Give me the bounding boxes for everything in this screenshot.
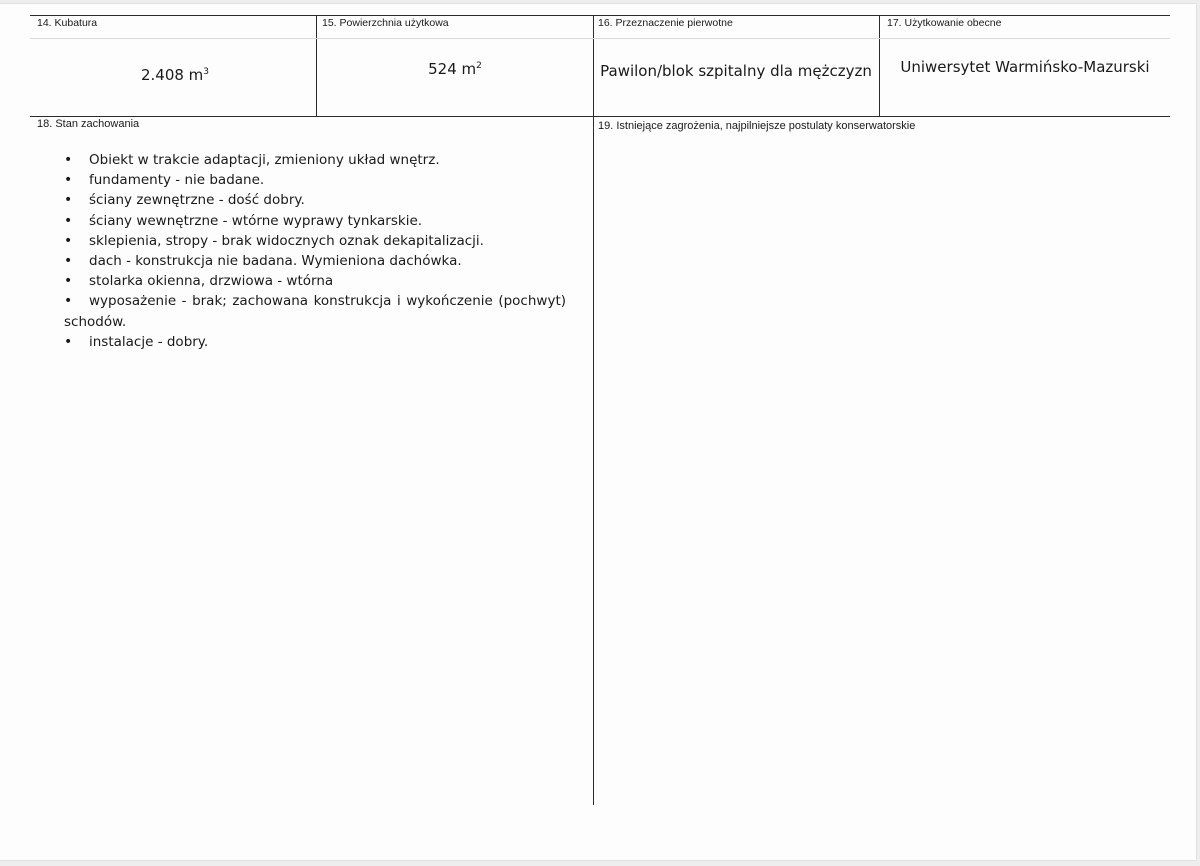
divider-16-17 — [879, 15, 880, 116]
kubatura-unit-exponent: 3 — [203, 67, 210, 77]
list-item: • dach - konstrukcja nie badana. Wymieniona dachówka. — [64, 251, 566, 271]
list-item: • sklepienia, stropy - brak widocznych oznak dekapitalizacji. — [64, 231, 566, 251]
kubatura-label: 14. Kubatura — [37, 17, 98, 29]
bullet-icon: • — [64, 253, 73, 270]
bullet-icon: • — [64, 333, 73, 350]
list-item: • stolarka okienna, drzwiowa - wtórna — [64, 271, 566, 291]
bullet-icon: • — [64, 232, 73, 249]
form-sheet — [0, 4, 1196, 860]
powierzchnia-label: 15. Powierzchnia użytkowa — [322, 17, 449, 29]
divider-14-15 — [316, 15, 317, 116]
zagrozenia-label: 19. Istniejące zagrożenia, najpilniejsze postulaty konserwatorskie — [598, 120, 916, 132]
bullet-icon: • — [64, 172, 73, 189]
uzytkowanie-label: 17. Użytkowanie obecne — [887, 17, 1002, 29]
top-border — [30, 15, 1170, 16]
header-row-bottom-border — [30, 116, 1170, 117]
przeznaczenie-label: 16. Przeznaczenie pierwotne — [598, 17, 733, 29]
stan-zachowania-label: 18. Stan zachowania — [37, 118, 140, 130]
list-item: • ściany zewnętrzne - dość dobry. — [64, 190, 566, 210]
divider-15-16 — [593, 15, 594, 805]
list-item: • ściany wewnętrzne - wtórne wyprawy tynkarskie. — [64, 211, 566, 231]
stan-zachowania-list — [64, 150, 566, 352]
bullet-icon: • — [64, 273, 73, 290]
bullet-icon: • — [64, 192, 73, 209]
bullet-icon: • — [64, 212, 73, 229]
list-item: • wyposażenie - brak; zachowana konstrukcja i wykończenie (pochwyt) schodów. — [64, 293, 566, 330]
powierzchnia-value — [380, 60, 530, 78]
bullet-icon: • — [64, 293, 73, 310]
kubatura-value — [100, 66, 250, 84]
list-item: • instalacje - dobry. — [64, 332, 566, 352]
list-item: • Obiekt w trakcie adaptacji, zmieniony układ wnętrz. — [64, 150, 566, 170]
header-label-underline — [30, 38, 1170, 39]
przeznaczenie-value: Pawilon/blok szpitalny dla mężczyzn — [600, 62, 872, 80]
powierzchnia-unit-exponent: 2 — [476, 61, 482, 71]
list-item: • fundamenty - nie badane. — [64, 170, 566, 190]
uzytkowanie-value: Uniwersytet Warmińsko-Mazurski — [900, 58, 1150, 76]
powierzchnia-number: 524 m — [428, 60, 477, 78]
kubatura-number: 2.408 m — [140, 66, 204, 84]
bullet-icon: • — [64, 152, 73, 168]
